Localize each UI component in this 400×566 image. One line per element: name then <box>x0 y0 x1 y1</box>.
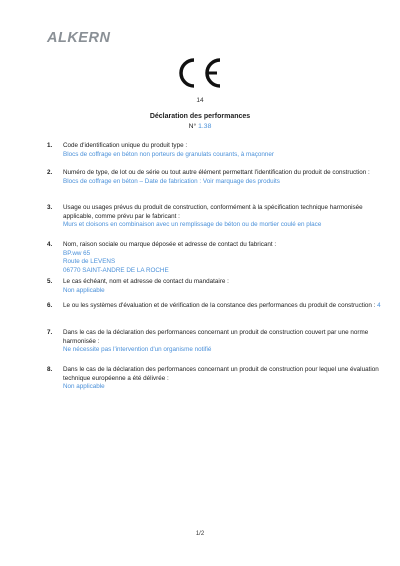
section-value: Blocs de coffrage en béton non porteurs de granulats courants, à maçonner <box>63 150 274 158</box>
brand-logo: ALKERN <box>47 30 111 46</box>
section-value: Ne nécessite pas l'intervention d'un organisme notifié <box>63 346 212 353</box>
section-value: 06770 SAINT-ANDRE DE LA ROCHE <box>63 266 169 274</box>
section-label: Usage ou usages prévus du produit de construction, conformément à la spécification technique harmonisée applicable, comme prévu par le fabricant : <box>63 204 363 220</box>
page-number: 1/2 <box>195 531 205 537</box>
declaration-number <box>0 123 400 130</box>
section-number: 8. <box>47 366 53 373</box>
document-title: Déclaration des performances <box>149 113 251 120</box>
section-number: 4. <box>47 241 53 248</box>
section-value: Murs et cloisons en combinaison avec un remplissage de béton ou de mortier coulé en place <box>63 221 322 228</box>
number-prefix: N° <box>188 123 197 130</box>
section-number: 2. <box>47 169 53 176</box>
section-number: 6. <box>47 302 53 309</box>
section-value: Non applicable <box>63 383 105 390</box>
section-number: 3. <box>47 204 53 211</box>
section-label: Nom, raison sociale ou marque déposée et adresse de contact du fabricant : <box>63 241 277 248</box>
ce-mark-icon <box>175 56 225 90</box>
section-label: Le ou les systèmes d'évaluation et de vérification de la constance des performances du produit de construction : <box>63 302 376 309</box>
section-number: 1. <box>47 142 53 149</box>
section-value: BP.ww 65 <box>63 249 91 257</box>
section-label: Dans le cas de la déclaration des performances concernant un produit de construction couvert par une norme harmonisée : <box>63 329 369 345</box>
section-label: Numéro de type, de lot ou de série ou tout autre élément permettant l'identification du produit de construction : <box>63 169 370 176</box>
section-value: Route de LEVENS <box>63 258 116 265</box>
section-label: Dans le cas de la déclaration des performances concernant un produit de construction pour lequel une évaluation technique européenne a été délivrée : <box>63 366 379 382</box>
declaration-year: 14 <box>196 97 204 104</box>
section-label: Code d'identification unique du produit type : <box>63 142 188 149</box>
section-number: 5. <box>47 278 53 285</box>
section-label: Le cas échéant, nom et adresse de contact du mandataire : <box>63 278 229 285</box>
section-value: 4 <box>377 302 381 309</box>
section-value: Blocs de coffrage en béton – Date de fabrication : Voir marquage des produits <box>63 177 280 185</box>
section-number: 7. <box>47 329 53 336</box>
number-value: 1.38 <box>198 123 212 130</box>
section-value: Non applicable <box>63 286 105 294</box>
